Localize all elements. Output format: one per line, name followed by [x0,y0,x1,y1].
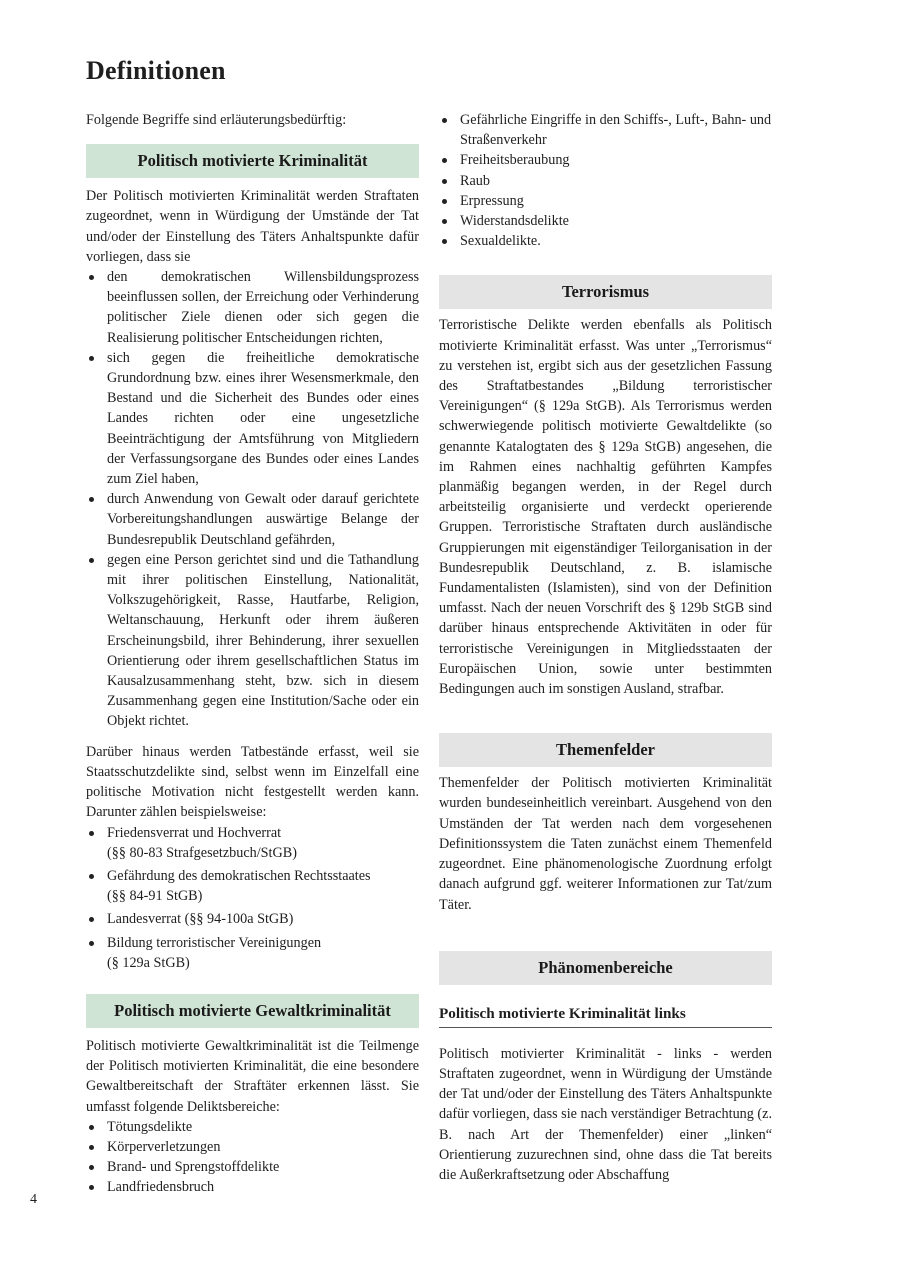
themenfelder-text: Themenfelder der Politisch motivierten Kriminalität wurden bundeseinheitlich vereinbart. Ausgehend von den Umständen der Tat werden nach dem vorgesehenen Definitionssystem die Taten zunächst einem Themenfeld zugeordnet. Eine phänomenologische Zuordnung erfolgt danach aufgrund ggf. weiterer Informationen zur Tat/zum Täter. [439,775,772,913]
bullet-icon [89,1165,94,1170]
list-item: Freiheitsberaubung [439,150,772,170]
list-item: Brand- und Sprengstoffdelikte [86,1157,419,1177]
bullet-icon [89,941,94,946]
list-item: Tötungsdelikte [86,1117,419,1137]
bullet-icon [442,158,447,163]
list-item: Gefährdung des demokratischen Rechtsstaates (§§ 84-91 StGB) [86,866,419,906]
list-item: Bildung terroristischer Vereinigungen (§ 129a StGB) [86,933,419,973]
staatsschutz-list [86,823,419,973]
intro-text: Folgende Begriffe sind erläuterungsbedürftig: [86,112,347,128]
pmk-text: Der Politisch motivierten Kriminalität werden Straftaten zugeordnet, wenn in Würdigung der Umstände der Tat und/oder der Einstellung des Täters Anhaltspunkte dafür vorliegen, dass sie [86,188,419,265]
list-item: durch Anwendung von Gewalt oder darauf gerichtete Vorbereitungshandlungen auswärtige Belange der Bundesrepublik Deutschland gefährden, [86,489,419,550]
page-title: Definitionen [86,56,226,85]
bullet-icon [89,356,94,361]
subheading-pmk-links: Politisch motivierte Kriminalität links [439,1005,772,1028]
terrorismus-text: Terroristische Delikte werden ebenfalls als Politisch motivierte Kriminalität erfasst. Was unter „Terrorismus“ zu verstehen ist, ergibt sich aus der gesetzlichen Fassung des Straftatbestandes „Bildung terroristischer Vereinigungen“ (§ 129a StGB). Als Terrorismus werden schwerwiegende politisch motivierte Gewaltdelikte (so genannte Katalogtaten des § 129a StGB) angesehen, die im Rahmen eines nachhaltig geführten Kampfes planmäßig begangen werden, in der Regel durch arbeitsteilig organisierte und verdeckt operierende Gruppen. Terroristische Straftaten durch ausländische Gruppierungen mit eigenständiger Teilorganisation in der Bundesrepublik Deutschland, z. B. islamische Fundamentalisten (Islamisten), sind von der Definition umfasst. Nach der neuen Vorschrift des § 129b StGB sind darüber hinaus entsprechende Aktivitäten in oder für terroristische Vereinigungen in Mitgliedsstaaten der Europäischen Union, sowie unter bestimmten Bedingungen auch im sonstigen Ausland, strafbar. [439,317,772,698]
right-column [439,110,772,1185]
bullet-icon [442,179,447,184]
list-item: Raub [439,171,772,191]
left-column [86,110,419,1198]
section-heading-pmk: Politisch motivierte Kriminalität [86,144,419,178]
bullet-icon [442,118,447,123]
list-item: gegen eine Person gerichtet sind und die Tathandlung mit ihrer politischen Einstellung, Nationalität, Volkszugehörigkeit, Rasse, Hautfarbe, Religion, Weltanschauung, Herkunft oder ihrem äußeren Erscheinungsbild, ihrer Behinderung, ihrer sexuellen Orientierung oder ihrem gesellschaftlichen Status im Kausalzusammenhang steht, bzw. sich in diesem Zusammenhang gegen eine Institution/Sache oder ein Objekt richtet. [86,550,419,732]
bullet-icon [89,917,94,922]
bullet-icon [89,275,94,280]
bullet-icon [89,1125,94,1130]
list-item: Sexualdelikte. [439,231,772,251]
bullet-icon [442,219,447,224]
section-heading-terrorismus: Terrorismus [439,275,772,309]
section-heading-phaenomenbereiche: Phänomenbereiche [439,951,772,985]
list-item: Widerstandsdelikte [439,211,772,231]
pmk-text-2: Darüber hinaus werden Tatbestände erfasst, weil sie Staatsschutzdelikte sind, selbst wenn im Einzelfall eine politische Motivation nicht festgestellt werden kann. Darunter zählen beispielsweise: [86,743,419,821]
bullet-icon [442,239,447,244]
gewalt-text: Politisch motivierte Gewaltkriminalität ist die Teilmenge der Politisch motivierten Kriminalität, die eine besondere Gewaltbereitschaft der Straftäter erkennen lässt. Sie umfasst folgende Deliktsbereiche: [86,1037,419,1115]
list-item: Körperverletzungen [86,1137,419,1157]
list-item: Erpressung [439,191,772,211]
list-item: Friedensverrat und Hochverrat (§§ 80-83 Strafgesetzbuch/StGB) [86,823,419,863]
gewalt-delikte-list-continued [439,110,772,251]
bullet-icon [89,1145,94,1150]
bullet-icon [89,1185,94,1190]
section-heading-gewalt: Politisch motivierte Gewaltkriminalität [86,994,419,1028]
list-item: Landfriedensbruch [86,1177,419,1197]
section-heading-themenfelder: Themenfelder [439,733,772,767]
pmk-criteria-list [86,267,419,732]
page-number: 4 [30,1192,37,1207]
pmk-links-text: Politisch motivierter Kriminalität - links - werden Straftaten zugeordnet, wenn in Würdigung der Umstände der Tat und/oder der Einstellung des Täters Anhaltspunkte dafür vorliegen, dass sie nach verständiger Betrachtung (z. B. nach Art der Themenfelder) einer „linken“ Orientierung zuzurechnen sind, ohne dass die Tat bereits die Außerkraftsetzung oder Abschaffung [439,1045,772,1183]
list-item: Gefährliche Eingriffe in den Schiffs-, Luft-, Bahn- und Straßenverkehr [439,110,772,150]
list-item: sich gegen die freiheitliche demokratische Grundordnung bzw. eines ihrer Wesensmerkmale, den Bestand und die Sicherheit des Bundes oder eines Landes richten oder eine ungesetzliche Beeinträchtigung der Amtsführung von Mitgliedern der Verfassungsorgane des Bundes oder eines Landes zum Ziel haben, [86,348,419,489]
bullet-icon [89,558,94,563]
bullet-icon [89,874,94,879]
bullet-icon [89,831,94,836]
bullet-icon [442,199,447,204]
bullet-icon [89,497,94,502]
list-item: Landesverrat (§§ 94-100a StGB) [86,909,419,929]
list-item: den demokratischen Willensbildungsprozess beeinflussen sollen, der Erreichung oder Verhinderung politischer Ziele dienen oder sich gegen die Realisierung politischer Entscheidungen richten, [86,267,419,348]
gewalt-delikte-list [86,1117,419,1198]
